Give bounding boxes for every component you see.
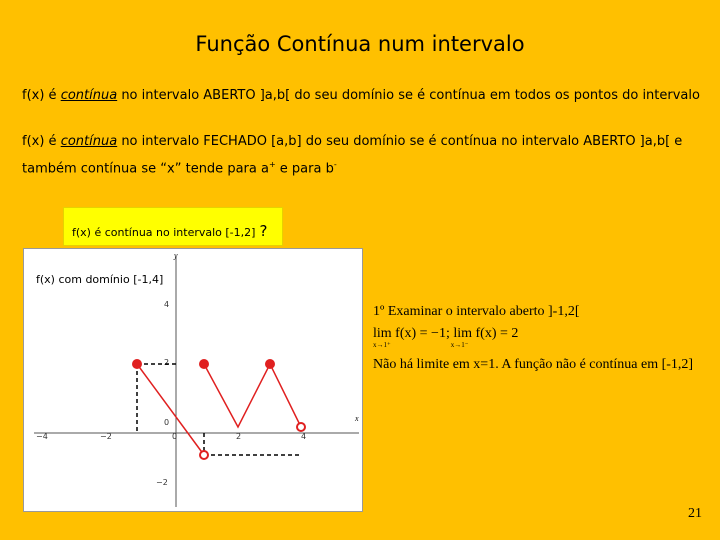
explanation-line-1: 1º Examinar o intervalo aberto ]-1,2[	[373, 304, 580, 319]
question-box	[63, 207, 283, 246]
y-tick-label: 4	[164, 300, 170, 309]
x-tick-label: −4	[36, 432, 48, 441]
x-axis-label: x	[355, 414, 359, 423]
domain-label: f(x) com domínio [-1,4]	[36, 273, 164, 286]
graph-svg	[24, 249, 362, 511]
x-tick-label: 0	[172, 432, 178, 441]
explanation-subscripts	[373, 341, 468, 349]
segment-1	[137, 364, 204, 455]
definition-open-prefix: f(x) é	[22, 88, 61, 103]
y-tick-label: 0	[164, 418, 170, 427]
y-tick-label: 2	[164, 358, 170, 367]
explanation-line-2	[373, 326, 518, 342]
point-filled	[199, 359, 209, 369]
point-open	[200, 451, 208, 459]
function-graph	[23, 248, 363, 512]
y-tick-label: −2	[156, 478, 168, 487]
definition-closed-interval	[22, 134, 682, 149]
x-tick-label: 4	[301, 432, 307, 441]
limit-sub-2: x→1⁻	[450, 341, 469, 349]
limit-sub-1: x→1⁺	[373, 341, 391, 349]
slide-title: Função Contínua num intervalo	[195, 32, 525, 56]
segment-2	[204, 364, 301, 427]
x-tick-label: 2	[236, 432, 242, 441]
continuation-sup-2: -	[333, 160, 337, 169]
explanation-limits: lim f(x) = −1; lim f(x) = 2	[373, 326, 519, 341]
definition-open-keyword: contínua	[60, 88, 118, 103]
point-open	[297, 423, 305, 431]
continuation-text-2: e para b	[275, 161, 334, 177]
definition-closed-suffix: no intervalo FECHADO [a,b] do seu domínio se é contínua no intervalo ABERTO ]a,b[ e	[117, 134, 683, 149]
definition-open-suffix: no intervalo ABERTO ]a,b[ do seu domínio se é contínua em todos os pontos do intervalo	[117, 88, 700, 103]
definition-closed-continuation	[22, 160, 337, 176]
definition-open-interval	[22, 88, 700, 103]
page-number: 21	[688, 506, 702, 521]
question-mark: ?	[259, 222, 268, 240]
point-filled	[132, 359, 142, 369]
definition-closed-prefix: f(x) é	[22, 134, 61, 149]
question-text: f(x) é contínua no intervalo [-1,2]	[72, 226, 256, 239]
explanation-line-3: Não há limite em x=1. A função não é contínua em [-1,2]	[373, 357, 694, 372]
y-axis-label: y	[174, 251, 178, 260]
definition-closed-keyword: contínua	[60, 134, 118, 149]
continuation-sup-1: +	[268, 160, 276, 169]
continuation-text-1: também contínua se “x” tende para a	[22, 161, 269, 177]
point-filled	[265, 359, 275, 369]
x-tick-label: −2	[100, 432, 112, 441]
